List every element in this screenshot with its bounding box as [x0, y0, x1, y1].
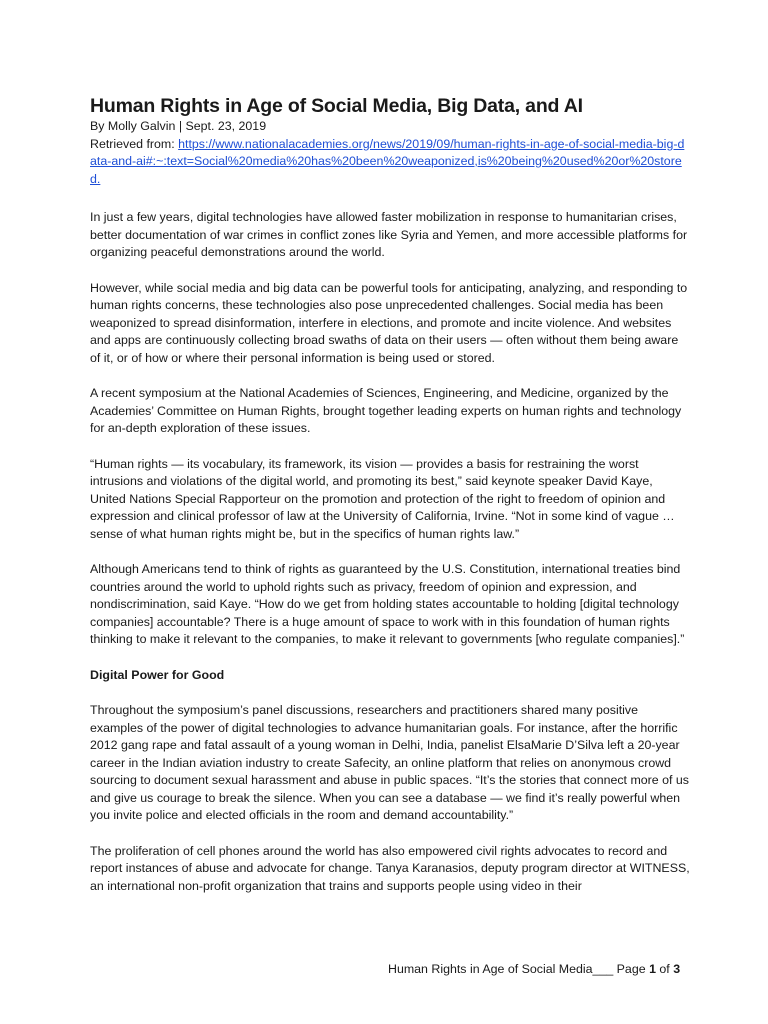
paragraph-3: A recent symposium at the National Academies of Sciences, Engineering, and Medicine, organized by the Academies’ Committee on Human Rights, brought together leading experts on human rights and technology for an-depth exploration of these issues.	[90, 386, 682, 435]
footer-running-title: Human Rights in Age of Social Media___	[388, 962, 617, 976]
section-paragraph-1: Throughout the symposium’s panel discussions, researchers and practitioners shared many positive examples of the power of digital technologies to advance humanitarian goals. For instance, after the horrific 2012 gang rape and fatal assault of a young woman in Delhi, India, panelist ElsaMarie D’Silva left a 20-year career in the Indian aviation industry to create Safecity, an online platform that relies on anonymous crowd sourcing to document sexual harassment and abuse in public spaces. “It’s the stories that connect more of us and give us courage to break the silence. When you can see a database — we find it’s really powerful when you invite police and elected officials in the room and demand accountability.”	[90, 703, 689, 822]
footer-page-number: 1	[649, 962, 656, 976]
paragraph-5: Although Americans tend to think of rights as guaranteed by the U.S. Constitution, international treaties bind countries around the world to uphold rights such as privacy, freedom of opinion and expression, and nondiscrimination, said Kaye. “How do we get from holding states accountable to holding [digital technology companies] accountable? There is a huge amount of space to work with in this foundation of human rights thinking to make it relevant to the companies, to make it relevant to governments [who regulate companies].”	[90, 562, 685, 646]
retrieved-from	[90, 136, 690, 189]
paragraph-4: “Human rights — its vocabulary, its framework, its vision — provides a basis for restraining the worst intrusions and violations of the digital world, and promoting its best,” said keynote speaker David Kaye, United Nations Special Rapporteur on the promotion and protection of the right to freedom of opinion and expression and clinical professor of law at the University of California, Irvine. “Not in some kind of vague … sense of what human rights might be, but in the specifics of human rights law.”	[90, 456, 675, 541]
paragraph-1: In just a few years, digital technologies have allowed faster mobilization in response to humanitarian crises, better documentation of war crimes in conflict zones like Syria and Yemen, and more accessible platforms for organizing peaceful demonstrations around the world.	[90, 210, 688, 259]
footer-of-label: of	[655, 962, 674, 976]
page-footer	[388, 961, 680, 978]
section-paragraph-2: The proliferation of cell phones around the world has also empowered civil rights advocates to record and report instances of abuse and advocate for change. Tanya Karanasios, deputy program director at WITNESS, an international non-profit organization that trains and supports people using video in their	[90, 843, 690, 893]
footer-page-label: Page	[616, 962, 650, 976]
section-heading: Digital Power for Good	[90, 667, 225, 682]
source-link[interactable]: https://www.nationalacademies.org/news/2019/09/human-rights-in-age-of-social-media-big-data-and-ai#:~:text=Social%20media%20has%20been%20weaponized,is%20being%20used%20or%20stored.	[90, 136, 685, 186]
paragraph-2: However, while social media and big data can be powerful tools for anticipating, analyzing, and responding to human rights concerns, these technologies also pose unprecedented challenges. Social media has been weaponized to spread disinformation, interfere in elections, and promote and incite violence. And websites and apps are continuously collecting broad swaths of data on their users — often without them being aware of it, or of how or where their personal information is being used or stored.	[90, 280, 688, 365]
footer-total-pages: 3	[673, 962, 681, 976]
retrieved-label: Retrieved from:	[90, 136, 179, 151]
document-page	[90, 94, 690, 895]
document-title: Human Rights in Age of Social Media, Big Data, and AI	[90, 95, 583, 117]
byline: By Molly Galvin | Sept. 23, 2019	[90, 119, 267, 133]
